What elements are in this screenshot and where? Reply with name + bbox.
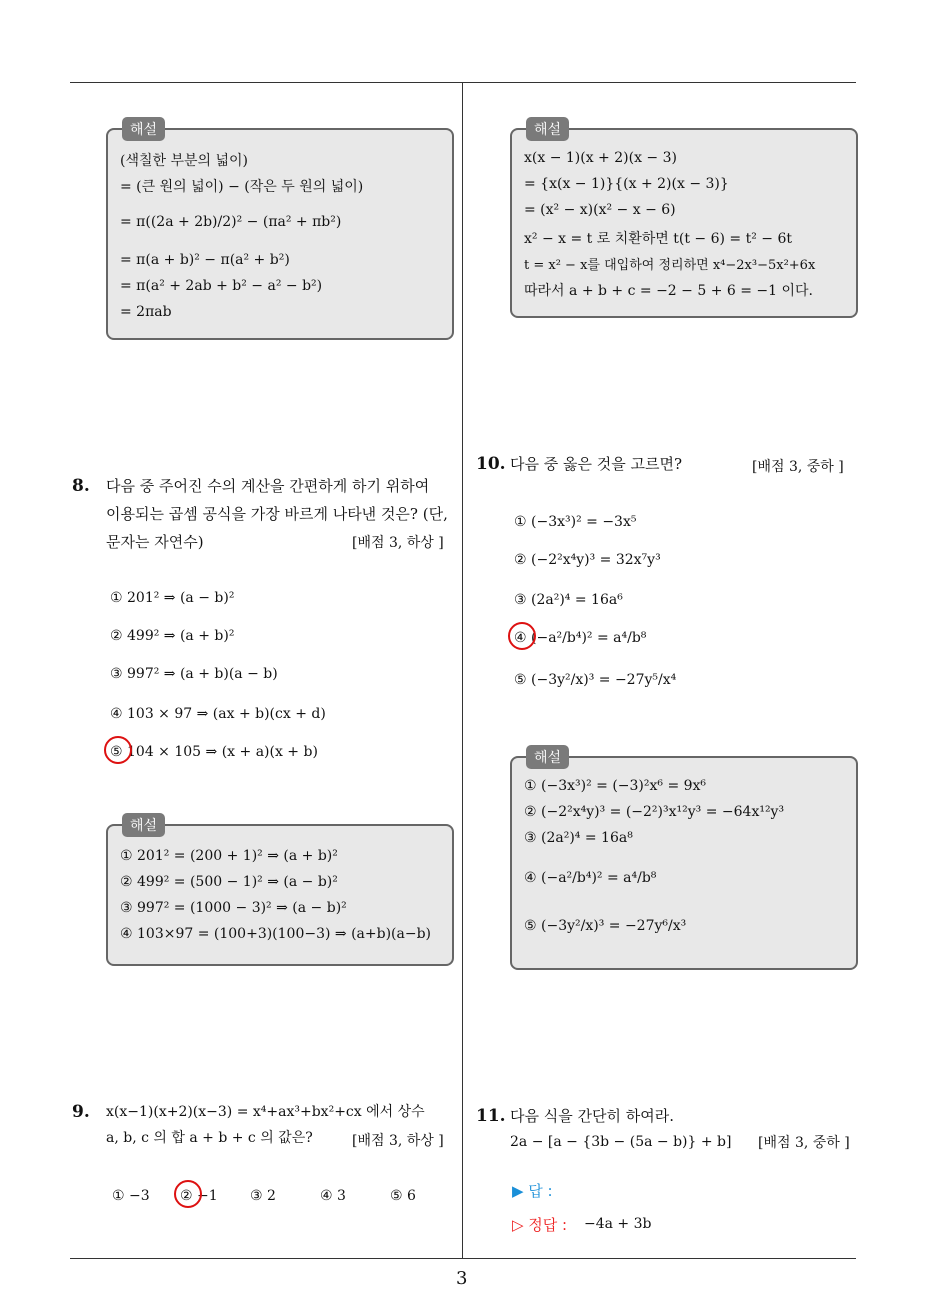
- top-rule: [70, 82, 856, 83]
- solution-line: ③ (2a²)⁴ = 16a⁸: [524, 830, 633, 846]
- option-5[interactable]: ⑤ 104 × 105 ⇒ (x + a)(x + b): [110, 744, 318, 760]
- option-4[interactable]: ④ 3: [320, 1188, 346, 1204]
- option-2[interactable]: ② (−2²x⁴y)³ = 32x⁷y³: [514, 552, 661, 568]
- question-text: 다음 식을 간단히 하여라.: [510, 1107, 674, 1125]
- solution-line: = π(a² + 2ab + b² − a² − b²): [120, 278, 323, 294]
- correct-answer-label: ▷ 정답 :: [512, 1216, 568, 1234]
- solution-line: = (큰 원의 넓이) − (작은 두 원의 넓이): [120, 179, 364, 195]
- option-5[interactable]: ⑤ 6: [390, 1188, 416, 1204]
- answer-mark-circle: [508, 622, 536, 650]
- question-number: 9.: [72, 1102, 90, 1122]
- question-text: 다음 중 주어진 수의 계산을 간편하게 하기 위하여: [106, 477, 430, 495]
- question-score: [배점 3, 중하 ]: [758, 1135, 850, 1151]
- solution-line: ④ 103×97 = (100+3)(100−3) ⇒ (a+b)(a−b): [120, 926, 432, 942]
- solution-box-q9: [510, 122, 858, 318]
- solution-line: = {x(x − 1)}{(x + 2)(x − 3)}: [524, 176, 729, 192]
- bottom-rule: [70, 1258, 856, 1259]
- correct-answer-value: −4a + 3b: [584, 1216, 652, 1232]
- question-text: x(x−1)(x+2)(x−3) = x⁴+ax³+bx²+cx 에서 상수: [106, 1104, 425, 1120]
- option-3[interactable]: ③ 997² ⇒ (a + b)(a − b): [110, 666, 278, 682]
- solution-tag: 해설: [526, 117, 569, 141]
- option-1[interactable]: ① (−3x³)² = −3x⁵: [514, 514, 637, 530]
- solution-line: ⑤ (−3y²/x)³ = −27y⁶/x³: [524, 918, 687, 934]
- solution-line: ① (−3x³)² = (−3)²x⁶ = 9x⁶: [524, 778, 707, 794]
- column-divider: [462, 82, 463, 1258]
- solution-line: x(x − 1)(x + 2)(x − 3): [524, 150, 677, 166]
- solution-line: ② (−2²x⁴y)³ = (−2²)³x¹²y³ = −64x¹²y³: [524, 804, 785, 820]
- question-score: [배점 3, 하상 ]: [352, 1133, 444, 1149]
- option-3[interactable]: ③ (2a²)⁴ = 16a⁶: [514, 592, 623, 608]
- solution-tag: 해설: [526, 745, 569, 769]
- question-expression: 2a − [a − {3b − (5a − b)} + b]: [510, 1134, 732, 1150]
- option-2[interactable]: ② −1: [180, 1188, 218, 1204]
- solution-line: (색칠한 부분의 넓이): [120, 153, 249, 169]
- question-text: 문자는 자연수): [106, 533, 204, 551]
- solution-box-q7: [106, 122, 454, 340]
- solution-line: t = x² − x를 대입하여 정리하면 x⁴−2x³−5x²+6x: [524, 258, 816, 273]
- solution-line: ④ (−a²/b⁴)² = a⁴/b⁸: [524, 870, 657, 886]
- solution-line: ① 201² = (200 + 1)² ⇒ (a + b)²: [120, 848, 338, 864]
- option-5[interactable]: ⑤ (−3y²/x)³ = −27y⁵/x⁴: [514, 672, 677, 688]
- solution-line: ③ 997² = (1000 − 3)² ⇒ (a − b)²: [120, 900, 347, 916]
- answer-label: ▶ 답 :: [512, 1182, 553, 1200]
- option-2[interactable]: ② 499² ⇒ (a + b)²: [110, 628, 235, 644]
- answer-mark-circle: [104, 736, 132, 764]
- question-score: [배점 3, 하상 ]: [352, 535, 444, 551]
- solution-box-q8: [106, 818, 454, 966]
- option-4[interactable]: ④ 103 × 97 ⇒ (ax + b)(cx + d): [110, 706, 326, 722]
- solution-line: = π(a + b)² − π(a² + b²): [120, 252, 290, 268]
- question-number: 8.: [72, 476, 90, 496]
- solution-line: ② 499² = (500 − 1)² ⇒ (a − b)²: [120, 874, 338, 890]
- option-1[interactable]: ① 201² ⇒ (a − b)²: [110, 590, 235, 606]
- option-4[interactable]: ④ (−a²/b⁴)² = a⁴/b⁸: [514, 630, 647, 646]
- answer-mark-circle: [174, 1180, 202, 1208]
- option-3[interactable]: ③ 2: [250, 1188, 276, 1204]
- solution-line: = π((2a + 2b)/2)² − (πa² + πb²): [120, 214, 342, 230]
- solution-line: x² − x = t 로 치환하면 t(t − 6) = t² − 6t: [524, 231, 793, 247]
- question-text: a, b, c 의 합 a + b + c 의 값은?: [106, 1130, 313, 1146]
- solution-line: = 2πab: [120, 304, 172, 320]
- solution-tag: 해설: [122, 813, 165, 837]
- page-number: 3: [456, 1268, 468, 1289]
- question-text: 이용되는 곱셈 공식을 가장 바르게 나타낸 것은? (단,: [106, 505, 448, 523]
- question-score: [배점 3, 중하 ]: [752, 459, 844, 475]
- solution-line: 따라서 a + b + c = −2 − 5 + 6 = −1 이다.: [524, 283, 813, 299]
- question-number: 10.: [476, 454, 506, 474]
- solution-box-q10: [510, 750, 858, 970]
- question-number: 11.: [476, 1106, 506, 1126]
- solution-line: = (x² − x)(x² − x − 6): [524, 202, 676, 218]
- option-1[interactable]: ① −3: [112, 1188, 150, 1204]
- question-text: 다음 중 옳은 것을 고르면?: [510, 455, 683, 473]
- solution-tag: 해설: [122, 117, 165, 141]
